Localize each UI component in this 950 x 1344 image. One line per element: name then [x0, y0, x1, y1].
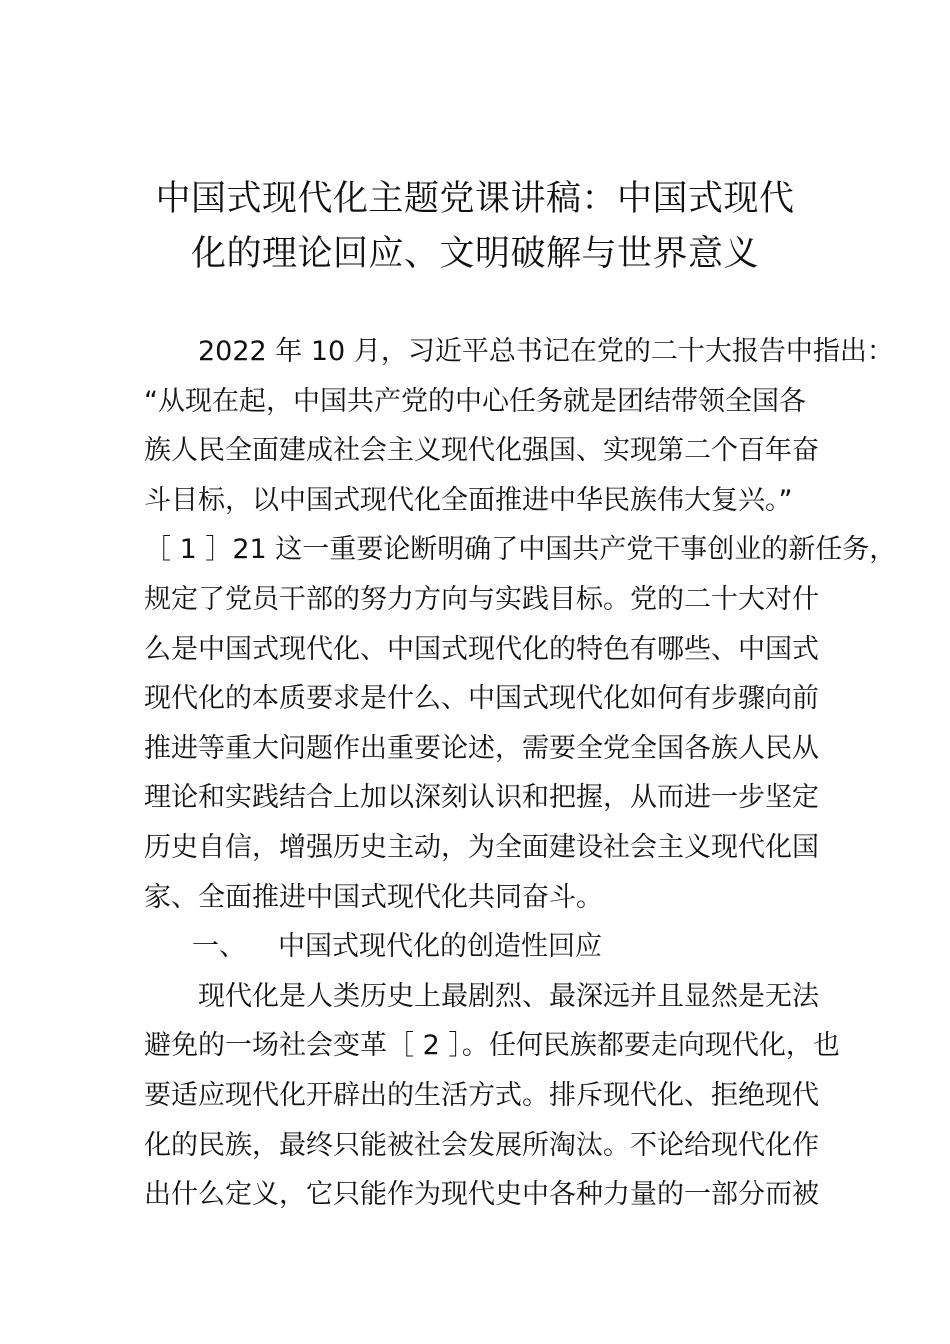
paragraph-line: 避免的一场社会变革［ 2 ］。任何民族都要走向现代化，也 [144, 1030, 840, 1062]
paragraph-line: 现代化是人类历史上最剧烈、最深远并且显然是无法 [198, 980, 819, 1012]
section-heading [144, 922, 834, 972]
paragraph-line: 推进等重大问题作出重要论述，需要全党全国各族人民从 [144, 732, 819, 764]
paragraph-modernization [144, 972, 840, 1220]
paragraph-line: 2022 年 10 月，习近平总书记在党的二十大报告中指出： [198, 336, 894, 367]
paragraph-line: 现代化的本质要求是什么、中国式现代化如何有步骤向前 [144, 683, 819, 715]
paragraph-line: 历史自信，增强历史主动，为全面建设社会主义现代化国 [144, 831, 819, 863]
title-line: 中国式现代化主题党课讲稿：中国式现代 [155, 179, 795, 219]
paragraph-line: 化的民族，最终只能被社会发展所淘汰。不论给现代化作 [144, 1129, 819, 1161]
document-body [144, 327, 897, 1220]
paragraph-line: 斗目标，以中国式现代化全面推进中华民族伟大复兴。” [144, 484, 793, 516]
paragraph-line: “从现在起，中国共产党的中心任务就是团结带领全国各 [144, 385, 806, 417]
paragraph-line: ［ 1 ］21 这一重要论断明确了中国共产党干事创业的新任务， [144, 534, 897, 566]
paragraph-line: 家、全面推进中国式现代化共同奋斗。 [144, 881, 603, 913]
paragraph-line: 规定了党员干部的努力方向与实践目标。党的二十大对什 [144, 583, 819, 615]
paragraph-intro [144, 327, 897, 922]
paragraph-line: 族人民全面建成社会主义现代化强国、实现第二个百年奋 [144, 435, 819, 467]
title-line: 化的理论回应、文明破解与世界意义 [190, 234, 759, 274]
paragraph-line: 么是中国式现代化、中国式现代化的特色有哪些、中国式 [144, 633, 819, 665]
document-title [120, 172, 830, 282]
paragraph-line: 要适应现代化开辟出的生活方式。排斥现代化、拒绝现代 [144, 1079, 819, 1111]
section-title: 中国式现代化的创造性回应 [278, 931, 602, 963]
paragraph-line: 出什么定义，它只能作为现代史中各种力量的一部分而被 [144, 1179, 819, 1211]
section-number: 一、 [192, 931, 246, 963]
paragraph-line: 理论和实践结合上加以深刻认识和把握，从而进一步坚定 [144, 782, 819, 814]
